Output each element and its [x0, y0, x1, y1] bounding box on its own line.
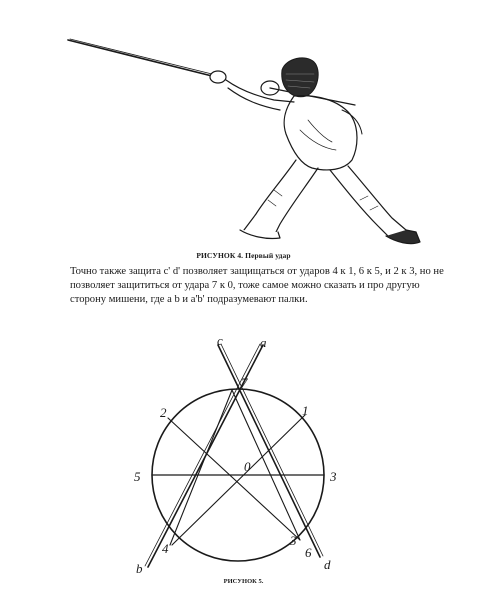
- label-a: a: [260, 335, 267, 350]
- label-5: 5: [134, 469, 141, 484]
- label-c: c: [217, 335, 223, 348]
- label-3-bottom: 3: [290, 533, 297, 548]
- label-d: d: [324, 557, 331, 572]
- label-1: 1: [302, 403, 309, 418]
- label-2: 2: [160, 405, 167, 420]
- fencer-illustration: [60, 30, 430, 255]
- label-b: b: [136, 561, 143, 575]
- label-4: 4: [162, 541, 169, 556]
- label-6: 6: [305, 545, 312, 560]
- label-0: 0: [244, 459, 251, 474]
- body-paragraph: Точно также защита c' d' позволяет защищаться от ударов 4 к 1, 6 к 5, и 2 к 3, но не позволяет защититься от удара 7 к 0, тоже самое можно сказать и про другую сторону мишени, где a b и a'b' подразумевают палки.: [70, 266, 444, 306]
- label-7: 7: [241, 375, 248, 390]
- figure-5-caption: РИСУНОК 5.: [223, 578, 264, 585]
- figure-4-caption: РИСУНОК 4. Первый удар: [196, 251, 291, 260]
- parry-diagram: [120, 335, 360, 575]
- label-3-right: 3: [330, 469, 337, 484]
